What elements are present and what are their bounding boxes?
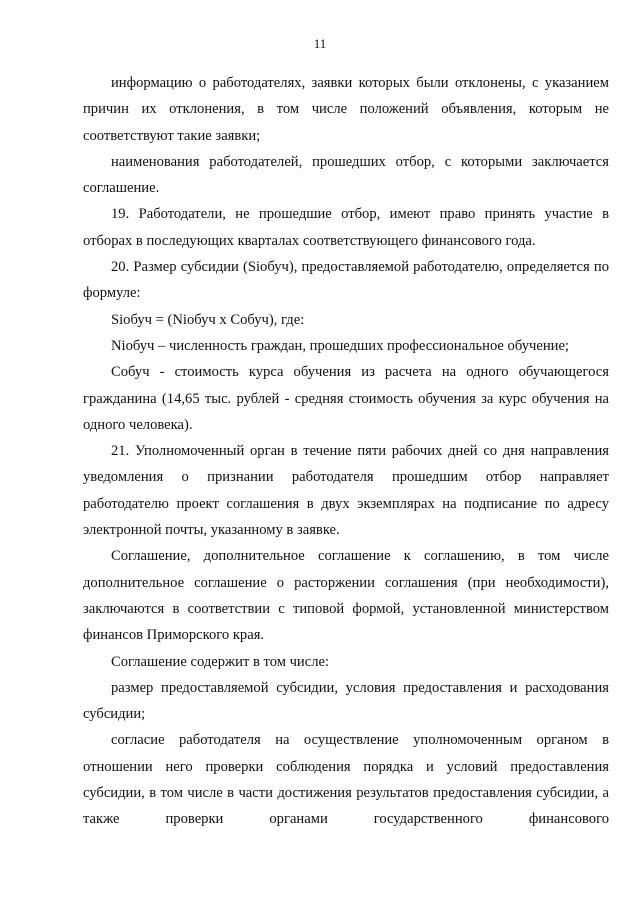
paragraph-formula-cost-definition: Собуч - стоимость курса обучения из расчета на одного обучающегося гражданина (14,65 тыс. рублей - средняя стоимость обучения за курс обучения на одного человека). — [83, 364, 609, 433]
page-number: 11 — [313, 36, 327, 51]
paragraph-selected-employers-names: наименования работодателей, прошедших отбор, с которыми заключается соглашение. — [83, 153, 609, 197]
paragraph-clause-21: 21. Уполномоченный орган в течение пяти рабочих дней со дня направления уведомления о признании работодателя прошедшим отбор направляет работодателю проект соглашения в двух экземплярах на подписание по адресу электронной почты, указанному в заявке. — [83, 443, 609, 539]
paragraph-agreement-subsidy-size: размер предоставляемой субсидии, условия предоставления и расходования субсидии; — [83, 679, 609, 723]
paragraph-clause-19: 19. Работодатели, не прошедшие отбор, имеют право принять участие в отборах в последующих кварталах соответствующего финансового года. — [83, 206, 609, 249]
paragraph-agreement-form: Соглашение, дополнительное соглашение к соглашению, в том числе дополнительное соглашение о расторжении соглашения (при необходимости), заключаются в соответствии с типовой формой, установленной министерством финансов Приморского края. — [83, 548, 609, 644]
document-body — [83, 70, 609, 833]
paragraph-formula-n-definition: Niобуч – численность граждан, прошедших профессиональное обучение; — [111, 337, 569, 354]
paragraph-rejected-employers-info: информацию о работодателях, заявки которых были отклонены, с указанием причин их отклонения, в том числе положений объявления, которым не соответствуют такие заявки; — [83, 75, 609, 144]
paragraph-agreement-contents-intro: Соглашение содержит в том числе: — [111, 653, 330, 670]
paragraph-clause-20: 20. Размер субсидии (Siобуч), предоставляемой работодателю, определяется по формуле: — [83, 259, 609, 302]
paragraph-agreement-consent: согласие работодателя на осуществление уполномоченным органом в отношении него проверки соблюдения порядка и условий предоставления субсидии, в том числе в части достижения результатов предоставления субсидии, а также проверки органами государственного финансового — [83, 732, 609, 828]
paragraph-formula: Siобуч = (Niобуч х Собуч), где: — [111, 311, 305, 328]
